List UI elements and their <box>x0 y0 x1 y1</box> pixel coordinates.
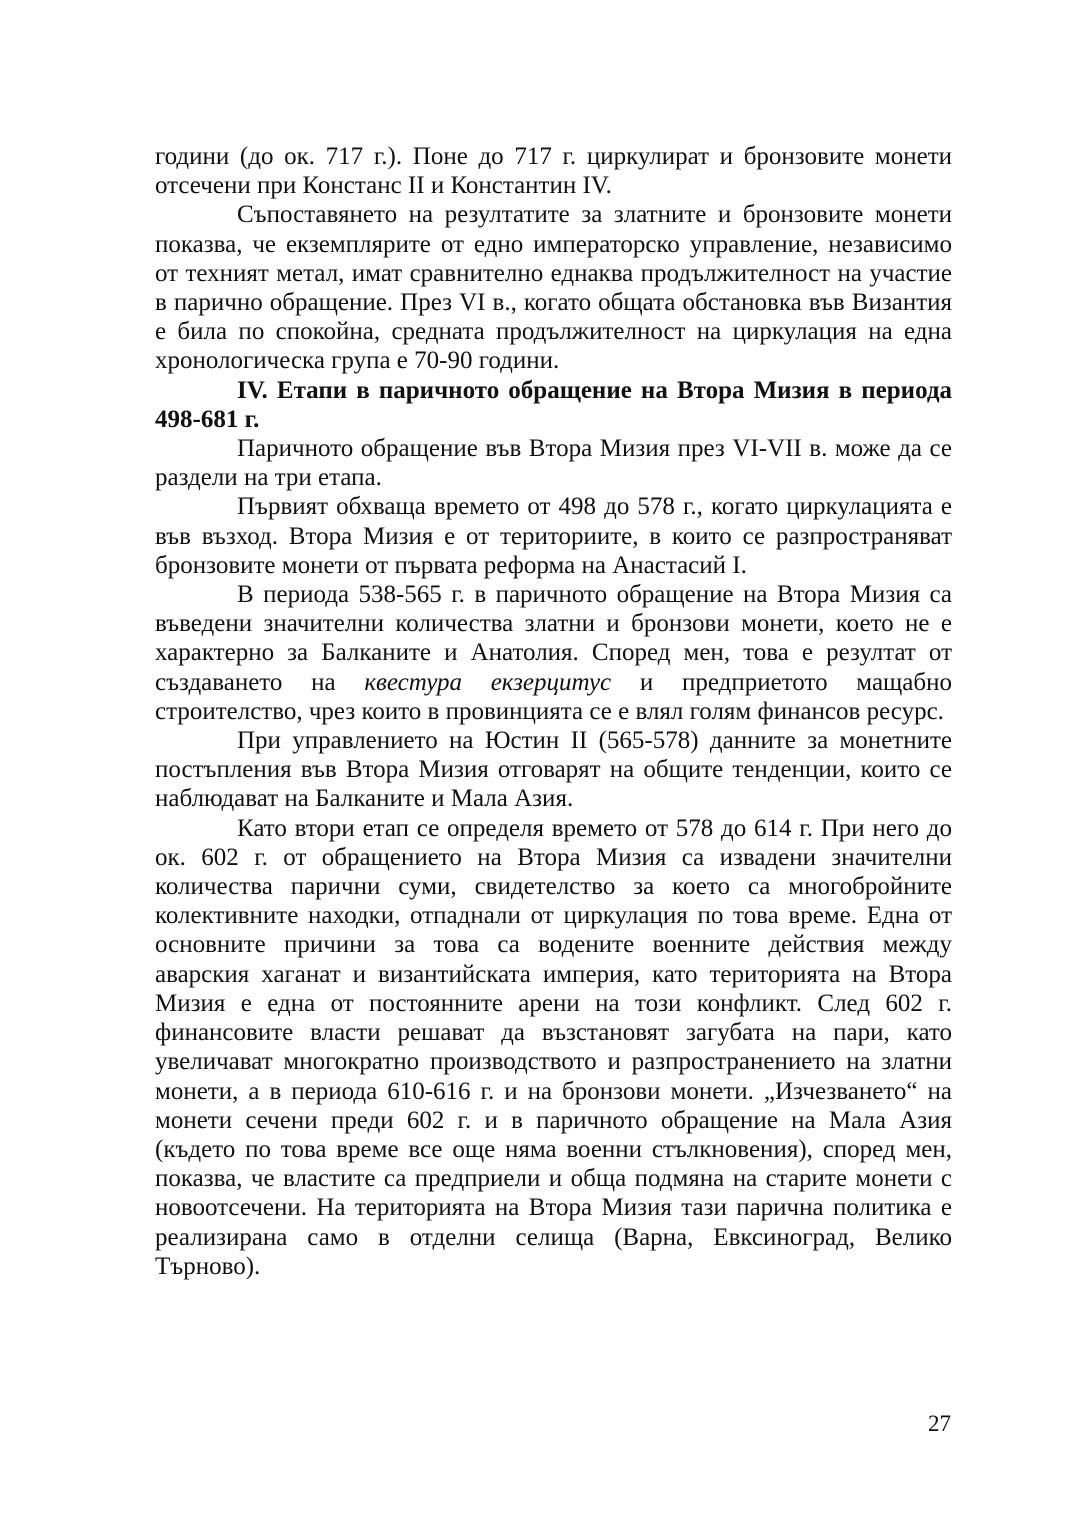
paragraph-538-565 <box>155 580 952 726</box>
paragraph-538-text-after: и предприетото мащабно строителство, чрез които в провинцията се е влял голям финансов ресурс. <box>155 668 952 725</box>
paragraph-538-italic-term: квестура екзерцитус <box>364 668 612 696</box>
page-body <box>155 142 952 1281</box>
paragraph-538-text-before: В периода 538-565 г. в паричното обращение на Втора Мизия са въведени значителни количества златни и бронзови монети, което не е характерно за Балканите и Анатолия. Според мен, това е резултат от създаването на <box>155 581 952 696</box>
section-heading: IV. Етапи в паричното обращение на Втора Мизия в периода 498-681 г. <box>155 376 952 433</box>
paragraph-continuation: години (до ок. 717 г.). Поне до 717 г. циркулират и бронзовите монети отсечени при Констанс II и Константин IV. <box>155 143 952 200</box>
paragraph-stages-intro: Паричното обращение във Втора Мизия през VI-VII в. може да се раздели на три етапа. <box>155 435 952 492</box>
page-number: 27 <box>928 1411 951 1436</box>
paragraph-first-stage: Първият обхваща времето от 498 до 578 г., когато циркулацията е във възход. Втора Мизия е от териториите, в които се разпространяват бронзовите монети от първата реформа на Анастасий I. <box>155 493 952 579</box>
paragraph-comparison: Съпоставянето на резултатите за златните и бронзовите монети показва, че екземплярите от едно императорско управление, независимо от техният метал, имат сравнително еднаква продължителност на участие в парично обращение. През VI в., когато общата обстановка във Византия е била по спокойна, средната продължителност на циркулация на една хронологическа група е 70-90 години. <box>155 201 952 375</box>
paragraph-second-stage: Като втори етап се определя времето от 578 до 614 г. При него до ок. 602 г. от обращението на Втора Мизия са извадени значителни количества парични суми, свидетелство за което са многобройните колективните находки, отпаднали от циркулация по това време. Една от основните причини за това са водените военните действия между аварския хаганат и византийската империя, като територията на Втора Мизия е една от постоянните арени на този конфликт. След 602 г. финансовите власти решават да възстановят загубата на пари, като увеличават многократно производството и разпространението на златни монети, а в периода 610-616 г. и на бронзови монети. „Изчезването“ на монети сечени преди 602 г. и в паричното обращение на Мала Азия (където по това време все още няма военни стълкновения), според мен, показва, че властите са предприели и обща подмяна на старите монети с новоотсечени. На територията на Втора Мизия тази парична политика е реализирана само в отделни селища (Варна, Евксиноград, Велико Търново). <box>155 814 952 1280</box>
paragraph-justin-ii: При управлението на Юстин II (565-578) данните за монетните постъпления във Втора Мизия отговарят на общите тенденции, които се наблюдават на Балканите и Мала Азия. <box>155 727 952 813</box>
